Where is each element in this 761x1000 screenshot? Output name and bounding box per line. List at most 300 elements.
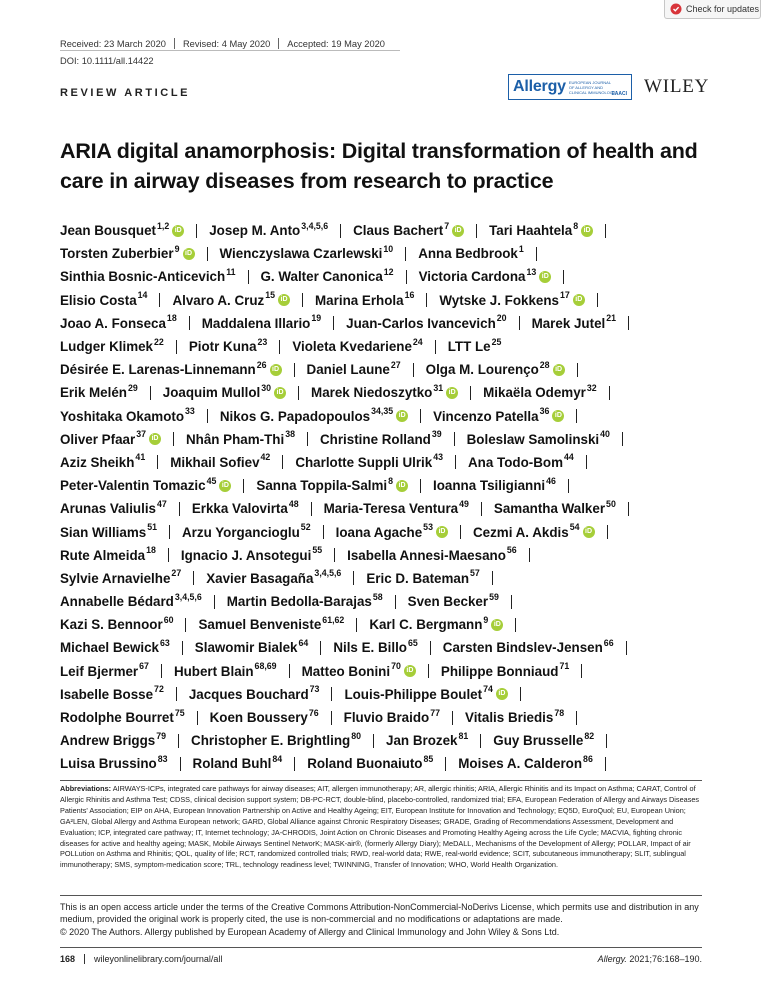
author-name: Sven Becker — [407, 594, 489, 610]
author-separator — [331, 687, 332, 701]
author-name: Philippe Bonniaud — [440, 663, 559, 679]
orcid-icon[interactable]: iD — [436, 526, 448, 538]
author — [226, 591, 383, 610]
author-separator — [168, 548, 169, 562]
author-name: Maddalena Illario — [201, 315, 311, 331]
author-affiliation: 49 — [459, 498, 469, 509]
author-separator — [435, 340, 436, 354]
orcid-icon[interactable]: iD — [553, 364, 565, 376]
author-affiliation: 50 — [606, 498, 616, 509]
author-name: Tari Haahtela — [489, 223, 573, 239]
author-separator — [609, 386, 610, 400]
author-separator — [214, 595, 215, 609]
author-name: Karl C. Bergmann — [369, 617, 483, 633]
author — [493, 730, 595, 749]
author-affiliation: 82 — [584, 730, 595, 741]
author-affiliation: 3,4,5,6 — [314, 568, 342, 579]
author-separator — [207, 409, 208, 423]
author-name: Michael Bewick — [60, 640, 159, 656]
author-affiliation: 77 — [430, 707, 441, 718]
author — [60, 243, 195, 262]
author-name: Erkka Valovirta — [191, 501, 288, 517]
author-name: Boleslaw Samolinski — [466, 431, 600, 447]
author-name: Joao A. Fonseca — [60, 315, 166, 331]
author-name: Eric D. Bateman — [366, 570, 470, 586]
author — [60, 313, 177, 331]
author-name: Sylvie Arnavielhe — [60, 570, 171, 586]
author-separator — [248, 270, 249, 284]
author-separator — [157, 455, 158, 469]
author-separator — [207, 247, 208, 261]
author — [60, 336, 164, 355]
author — [531, 313, 617, 331]
check-for-updates-badge[interactable] — [664, 0, 761, 19]
author-affiliation: 8 — [388, 475, 394, 486]
author-affiliation: 83 — [157, 753, 168, 764]
author-affiliation: 42 — [260, 452, 271, 463]
divider — [84, 954, 85, 964]
author-affiliation: 18 — [166, 313, 177, 324]
page-footer — [60, 954, 702, 964]
author-line — [60, 242, 700, 265]
author-name: Marina Erhola — [315, 292, 404, 308]
author-name: Yoshitaka Okamoto — [60, 408, 185, 424]
author-affiliation: 39 — [431, 429, 442, 440]
author-affiliation: 30 — [261, 382, 272, 393]
author-separator — [515, 618, 516, 632]
author-affiliation: 54 — [569, 522, 580, 533]
author-name: Peter-Valentin Tomazic — [60, 478, 206, 494]
divider — [60, 780, 702, 781]
author-name: Martin Bedolla-Barajas — [226, 594, 372, 610]
orcid-icon[interactable]: iD — [183, 248, 195, 260]
author-name: Slawomir Bialek — [194, 640, 298, 656]
author — [60, 220, 184, 239]
author — [301, 661, 416, 679]
footer-volume: 2021;76:168–190. — [629, 954, 702, 964]
author-affiliation: 44 — [563, 452, 574, 463]
author — [447, 336, 502, 355]
author-affiliation: 9 — [483, 614, 489, 625]
orcid-icon[interactable]: iD — [396, 410, 408, 422]
author — [219, 406, 408, 424]
article-type-label: REVIEW ARTICLE — [60, 87, 191, 99]
publisher-logo[interactable]: WILEY — [644, 76, 710, 97]
author-name: Claus Bachert — [353, 223, 444, 239]
author — [60, 545, 156, 563]
author-separator — [420, 479, 421, 493]
author-name: Ioanna Tsiligianni — [433, 478, 546, 494]
author-affiliation: 1 — [518, 243, 524, 254]
author-name: Samantha Walker — [493, 501, 606, 517]
author-affiliation: 60 — [163, 614, 174, 625]
author — [60, 522, 157, 540]
author-name: Ioana Agache — [335, 524, 423, 540]
journal-name: Allergy — [513, 78, 566, 95]
author — [493, 498, 616, 517]
author — [407, 591, 499, 610]
author — [465, 707, 565, 726]
author — [60, 730, 167, 749]
orcid-icon[interactable]: iD — [149, 433, 161, 445]
author-separator — [529, 548, 530, 562]
author-separator — [476, 224, 477, 238]
author-affiliation: 3,4,5,6 — [301, 220, 329, 231]
author — [162, 382, 286, 401]
author-separator — [607, 525, 608, 539]
author-separator — [243, 479, 244, 493]
author-name: Sanna Toppila-Salmi — [256, 478, 388, 494]
author — [433, 475, 556, 494]
author — [442, 637, 614, 656]
author-line — [60, 613, 700, 636]
author-line — [60, 683, 700, 706]
orcid-icon[interactable]: iD — [278, 294, 290, 306]
author — [60, 359, 282, 378]
author-affiliation: 12 — [383, 266, 394, 277]
author — [260, 266, 394, 285]
author-separator — [282, 455, 283, 469]
orcid-icon[interactable]: iD — [274, 387, 286, 399]
orcid-icon[interactable]: iD — [452, 225, 464, 237]
author-separator — [626, 641, 627, 655]
copyright-text: © 2020 The Authors. Allergy published by European Academy of Allergy and Clinical Immunology and John Wiley & Sons Ltd. — [60, 926, 560, 937]
author-affiliation: 25 — [491, 336, 502, 347]
author — [60, 637, 170, 656]
author-name: Oliver Pfaar — [60, 431, 136, 447]
orcid-icon[interactable]: iD — [552, 410, 564, 422]
author-affiliation: 41 — [135, 452, 146, 463]
divider — [278, 38, 279, 49]
author-separator — [302, 293, 303, 307]
author-affiliation: 22 — [154, 336, 164, 347]
author-separator — [586, 455, 587, 469]
author-affiliation: 10 — [383, 243, 394, 254]
author-separator — [576, 711, 577, 725]
author-name: Désirée E. Larenas-Linnemann — [60, 362, 256, 378]
author-affiliation: 27 — [390, 359, 401, 370]
received-date: Received: 23 March 2020 — [60, 38, 166, 49]
author-separator — [511, 595, 512, 609]
abbreviations — [60, 784, 702, 871]
author — [60, 684, 164, 702]
author-separator — [307, 432, 308, 446]
orcid-icon[interactable]: iD — [539, 271, 551, 283]
author-separator — [628, 502, 629, 516]
orcid-icon[interactable]: iD — [583, 526, 595, 538]
abbreviations-label: Abbreviations: — [60, 784, 112, 793]
author — [209, 220, 329, 239]
author-affiliation: 47 — [157, 498, 167, 509]
author-name: LTT Le — [447, 339, 491, 355]
author-name: Wytske J. Fokkens — [439, 292, 559, 308]
author — [201, 313, 322, 331]
author-line — [60, 729, 700, 752]
author-separator — [182, 641, 183, 655]
author-affiliation: 33 — [185, 406, 195, 417]
orcid-icon[interactable]: iD — [491, 619, 503, 631]
author-name: Xavier Basagaña — [206, 570, 314, 586]
author-name: Joaquim Mullol — [162, 385, 261, 401]
author-name: Piotr Kuna — [188, 339, 257, 355]
author-line — [60, 451, 700, 474]
orcid-icon[interactable]: iD — [581, 225, 593, 237]
author-separator — [426, 293, 427, 307]
license-block — [60, 901, 702, 938]
author-separator — [597, 293, 598, 307]
author-separator — [581, 664, 582, 678]
author-affiliation: 8 — [573, 220, 579, 231]
author-name: Vitalis Briedis — [465, 710, 554, 726]
author-separator — [189, 316, 190, 330]
author-name: Fluvio Braido — [343, 710, 430, 726]
author — [483, 382, 597, 401]
author-name: Charlotte Suppli Ulrik — [295, 454, 433, 470]
doi[interactable]: DOI: 10.1111/all.14422 — [60, 56, 154, 66]
author-name: Christine Rolland — [319, 431, 431, 447]
author-separator — [185, 618, 186, 632]
author-affiliation: 73 — [309, 684, 320, 695]
author-affiliation: 70 — [391, 661, 401, 672]
author-line — [60, 289, 700, 312]
author-name: Arunas Valiulis — [60, 501, 157, 517]
author-line — [60, 335, 700, 358]
orcid-icon[interactable]: iD — [270, 364, 282, 376]
author-name: G. Walter Canonica — [260, 269, 383, 285]
author-affiliation: 59 — [489, 591, 499, 602]
author-name: Marek Jutel — [531, 315, 606, 331]
footer-rule — [60, 947, 702, 948]
author — [353, 220, 464, 239]
orcid-icon[interactable]: iD — [573, 294, 585, 306]
author-name: Daniel Laune — [306, 362, 390, 378]
author-affiliation: 71 — [559, 661, 570, 672]
author-affiliation: 21 — [606, 313, 617, 324]
author-line — [60, 706, 700, 729]
author — [344, 684, 507, 702]
author-separator — [492, 571, 493, 585]
author-separator — [173, 432, 174, 446]
author-line — [60, 520, 700, 543]
author-name: Mikaëla Odemyr — [483, 385, 586, 401]
author-separator — [197, 711, 198, 725]
author-affiliation: 27 — [171, 568, 182, 579]
author-separator — [605, 757, 606, 771]
author-name: Nils E. Billo — [333, 640, 407, 656]
divider — [174, 38, 175, 49]
author — [60, 498, 167, 517]
author-affiliation: 81 — [458, 730, 469, 741]
author — [369, 614, 503, 633]
author-name: Wienczyslawa Czarlewski — [219, 246, 383, 262]
article-dates — [60, 38, 385, 49]
author-affiliation: 26 — [256, 359, 267, 370]
author-affiliation: 64 — [298, 637, 309, 648]
author-line — [60, 636, 700, 659]
orcid-icon[interactable]: iD — [446, 387, 458, 399]
author — [466, 429, 610, 447]
author-name: Juan-Carlos Ivancevich — [346, 315, 496, 331]
author — [185, 429, 295, 447]
author-name: Torsten Zuberbier — [60, 246, 174, 262]
author-affiliation: 57 — [470, 568, 480, 579]
author-affiliation: 58 — [372, 591, 383, 602]
author-separator — [395, 595, 396, 609]
author-line — [60, 752, 700, 775]
author-separator — [519, 316, 520, 330]
author — [206, 568, 342, 586]
author — [323, 498, 469, 517]
author-separator — [536, 247, 537, 261]
author-name: Christopher E. Brightling — [191, 733, 351, 749]
author — [60, 452, 146, 470]
author-separator — [452, 711, 453, 725]
author — [440, 661, 570, 679]
author-affiliation: 76 — [308, 707, 319, 718]
author-name: Ludger Klimek — [60, 339, 154, 355]
author-affiliation: 51 — [147, 522, 157, 533]
orcid-icon[interactable]: iD — [496, 688, 508, 700]
author — [311, 382, 458, 401]
author-separator — [298, 386, 299, 400]
author-affiliation: 20 — [496, 313, 507, 324]
author-separator — [445, 757, 446, 771]
author — [194, 637, 309, 656]
author — [180, 545, 323, 563]
author-name: Rodolphe Bourret — [60, 710, 174, 726]
author-separator — [481, 502, 482, 516]
header-rule — [60, 50, 400, 51]
author — [489, 220, 593, 239]
divider — [60, 895, 702, 896]
author-affiliation: 13 — [526, 266, 537, 277]
author — [346, 313, 507, 331]
author-name: Nhân Pham-Thi — [185, 431, 285, 447]
author — [198, 614, 345, 633]
author — [60, 707, 185, 726]
author — [295, 452, 444, 470]
author-affiliation: 24 — [412, 336, 423, 347]
author — [191, 498, 299, 517]
author-name: Matteo Bonini — [301, 663, 391, 679]
orcid-icon[interactable]: iD — [172, 225, 184, 237]
author-name: Mikhail Sofiev — [170, 454, 260, 470]
author-affiliation: 86 — [583, 753, 593, 764]
author-separator — [294, 757, 295, 771]
author-line — [60, 312, 700, 335]
journal-logo[interactable] — [508, 74, 632, 100]
author — [60, 290, 148, 308]
author-affiliation: 68,69 — [254, 661, 277, 672]
author-separator — [333, 316, 334, 330]
author-separator — [576, 409, 577, 423]
author — [188, 684, 320, 702]
author-separator — [178, 734, 179, 748]
author-affiliation: 61,62 — [322, 614, 345, 625]
author-line — [60, 660, 700, 683]
author-affiliation: 15 — [265, 290, 276, 301]
author-name: Ana Todo-Bom — [468, 454, 563, 470]
author-affiliation: 14 — [137, 290, 148, 301]
author-name: Luisa Brussino — [60, 756, 157, 772]
author — [191, 730, 362, 749]
author-affiliation: 79 — [156, 730, 167, 741]
author-separator — [176, 340, 177, 354]
author-affiliation: 53 — [423, 522, 433, 533]
author — [306, 359, 401, 378]
author-name: Jean Bousquet — [60, 223, 156, 239]
author-affiliation: 11 — [226, 266, 236, 277]
author-affiliation: 48 — [288, 498, 299, 509]
author-name: Arzu Yorgancioglu — [182, 524, 300, 540]
author-line — [60, 567, 700, 590]
author — [458, 753, 593, 772]
author-name: Violeta Kvedariene — [292, 339, 412, 355]
footer-journal: Allergy. — [597, 954, 627, 964]
abbreviations-text: AIRWAYS-ICPs, integrated care pathways for airway diseases; AIT, allergen immunotherapy; AR, allergic rhinitis; ARIA, Allergic Rhinitis and its Impact on Asthma; CARAT, Control of Allergic Rhinitis and Asthma Test; CDSS, clinical decision support system; DB-PC-RCT, double-blind, placebo-controlled, randomized trial; EFA, European Federation of Allergy and Airways Diseases Patients' Association; EIP on AHA, European Innovation Partnership on Active and Healthy Ageing; EIT, European Institute for Innovation and Technology; EQ5D, EuroQuol; EU, European Union; GA²LEN, Global Allergy and Asthma European network; GARD, Global Alliance against Chronic Respiratory Diseases; GRADE, Grading of Recommendations Assessment, Development and Evaluation; ICP, integrated care pathway; IT, Internet technology; JA-CHRODIS, Joint Action on Chronic Diseases and Promoting Healthy Ageing across the Life Cycle; MACVIA, fighting chronic diseases for active and healthy ageing; MASK, Mobile Airways Sentinel NetworK; MASK-air®, (formerly Allergy Diary); MeDALL, Mechanisms of the Development of Allergy; POLLAR, Impact of air POLLution on Asthma and Rhinitis; QOL, quality of life; RCT, randomized controlled trials; RWD, real-world data; RWE, real-world evidence; SCIT, subcutaneous immunotherapy; SLIT, sublingual immunotherapy; SMS, symptom-medication score; TRL, technology readiness level; TWINNING, Transfer of Innovation; WHO, World Health Organization. — [60, 784, 700, 870]
author — [60, 406, 195, 424]
author-separator — [413, 363, 414, 377]
society-name: EAACI — [611, 91, 627, 97]
author-name: Elisio Costa — [60, 292, 137, 308]
author-affiliation: 28 — [539, 359, 550, 370]
journal-subtitle: EUROPEAN JOURNAL OF ALLERGY AND CLINICAL IMMUNOLOGY — [568, 79, 616, 95]
author — [425, 359, 565, 378]
author-affiliation: 43 — [433, 452, 444, 463]
author-separator — [470, 386, 471, 400]
author-line — [60, 381, 700, 404]
author-name: Aziz Sheikh — [60, 454, 135, 470]
check-for-updates-label: Check for updates — [686, 4, 760, 14]
author-name: Annabelle Bédard — [60, 594, 174, 610]
author — [418, 243, 524, 262]
author-name: Anna Bedbrook — [418, 246, 518, 262]
author-separator — [323, 525, 324, 539]
author-affiliation: 17 — [559, 290, 570, 301]
orcid-icon[interactable]: iD — [404, 665, 416, 677]
author-separator — [480, 734, 481, 748]
author — [60, 382, 138, 401]
journal-url[interactable]: wileyonlinelibrary.com/journal/all — [94, 954, 223, 964]
author-name: Samuel Benveniste — [198, 617, 322, 633]
author-name: Moises A. Calderon — [458, 756, 583, 772]
page-number: 168 — [60, 954, 76, 964]
author-separator — [605, 224, 606, 238]
author-name: Victoria Cardona — [418, 269, 526, 285]
accepted-date: Accepted: 19 May 2020 — [287, 38, 385, 49]
author-separator — [193, 571, 194, 585]
author-name: Isabella Annesi-Maesano — [347, 547, 506, 563]
author-line — [60, 497, 700, 520]
author-separator — [568, 479, 569, 493]
author-affiliation: 66 — [603, 637, 614, 648]
author-affiliation: 32 — [586, 382, 597, 393]
author-separator — [356, 618, 357, 632]
author-separator — [406, 270, 407, 284]
author-separator — [334, 548, 335, 562]
author-separator — [169, 525, 170, 539]
orcid-icon[interactable]: iD — [396, 480, 408, 492]
author — [60, 266, 236, 285]
revised-date: Revised: 4 May 2020 — [182, 38, 271, 49]
orcid-icon[interactable]: iD — [219, 480, 231, 492]
author-separator — [161, 664, 162, 678]
author-affiliation: 78 — [554, 707, 565, 718]
author-line — [60, 428, 700, 451]
author — [319, 429, 442, 447]
author-separator — [279, 340, 280, 354]
author-separator — [331, 711, 332, 725]
